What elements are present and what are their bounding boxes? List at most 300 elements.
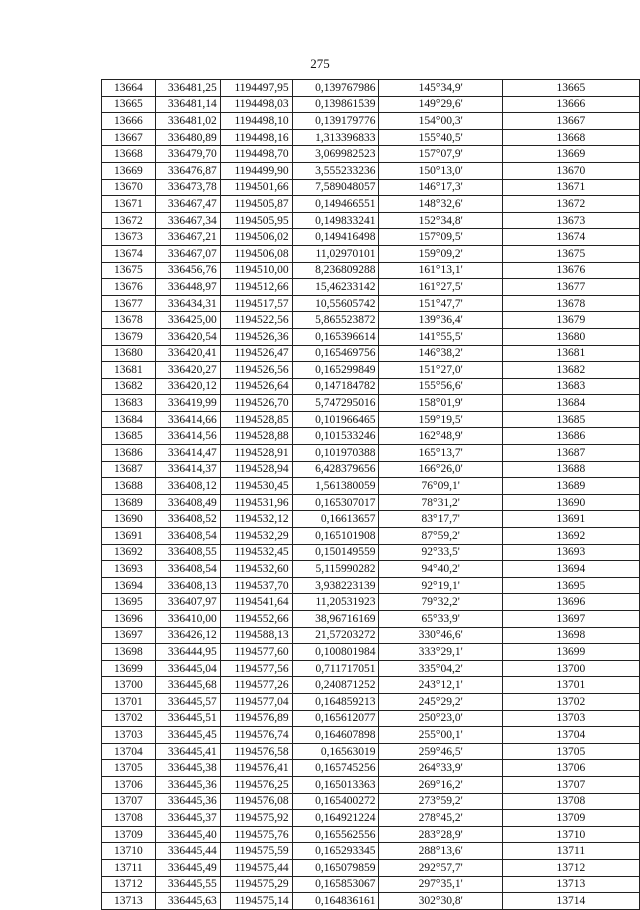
cell-x-coordinate: 336445,40 bbox=[155, 826, 220, 843]
cell-point-to: 13674 bbox=[502, 229, 639, 246]
table-row bbox=[102, 96, 640, 113]
cell-bearing: 333°29,1' bbox=[379, 644, 502, 661]
cell-x-coordinate: 336456,76 bbox=[155, 262, 220, 279]
table-row bbox=[102, 677, 640, 694]
cell-point-to: 13701 bbox=[502, 677, 639, 694]
table-row bbox=[102, 776, 640, 793]
cell-x-coordinate: 336467,07 bbox=[155, 245, 220, 262]
cell-x-coordinate: 336467,34 bbox=[155, 212, 220, 229]
cell-distance: 3,555233236 bbox=[292, 162, 379, 179]
cell-point-to: 13683 bbox=[502, 378, 639, 395]
cell-x-coordinate: 336479,70 bbox=[155, 146, 220, 163]
cell-point-from: 13686 bbox=[102, 445, 156, 462]
cell-point-from: 13675 bbox=[102, 262, 156, 279]
cell-x-coordinate: 336448,97 bbox=[155, 279, 220, 296]
cell-bearing: 149°29,6' bbox=[379, 96, 502, 113]
table-row bbox=[102, 245, 640, 262]
cell-y-coordinate: 1194528,85 bbox=[220, 411, 292, 428]
cell-x-coordinate: 336445,68 bbox=[155, 677, 220, 694]
cell-point-to: 13681 bbox=[502, 345, 639, 362]
cell-x-coordinate: 336445,44 bbox=[155, 843, 220, 860]
cell-point-from: 13694 bbox=[102, 577, 156, 594]
cell-bearing: 162°48,9' bbox=[379, 428, 502, 445]
table-row bbox=[102, 743, 640, 760]
cell-point-from: 13681 bbox=[102, 362, 156, 379]
table-row bbox=[102, 826, 640, 843]
cell-y-coordinate: 1194532,60 bbox=[220, 561, 292, 578]
cell-y-coordinate: 1194575,59 bbox=[220, 843, 292, 860]
cell-point-to: 13706 bbox=[502, 760, 639, 777]
cell-bearing: 158°01,9' bbox=[379, 395, 502, 412]
cell-point-to: 13677 bbox=[502, 279, 639, 296]
cell-distance: 11,20531923 bbox=[292, 594, 379, 611]
table-row bbox=[102, 212, 640, 229]
cell-x-coordinate: 336408,12 bbox=[155, 478, 220, 495]
table-row bbox=[102, 129, 640, 146]
cell-point-to: 13665 bbox=[502, 80, 639, 97]
cell-point-from: 13689 bbox=[102, 494, 156, 511]
cell-y-coordinate: 1194575,92 bbox=[220, 810, 292, 827]
cell-bearing: 152°34,8' bbox=[379, 212, 502, 229]
table-row bbox=[102, 179, 640, 196]
table-row bbox=[102, 611, 640, 628]
cell-point-to: 13694 bbox=[502, 561, 639, 578]
cell-y-coordinate: 1194552,66 bbox=[220, 611, 292, 628]
cell-point-to: 13692 bbox=[502, 528, 639, 545]
cell-y-coordinate: 1194528,91 bbox=[220, 445, 292, 462]
cell-x-coordinate: 336414,56 bbox=[155, 428, 220, 445]
cell-bearing: 148°32,6' bbox=[379, 196, 502, 213]
cell-distance: 0,165299849 bbox=[292, 362, 379, 379]
cell-distance: 0,165013363 bbox=[292, 776, 379, 793]
cell-point-to: 13680 bbox=[502, 328, 639, 345]
cell-y-coordinate: 1194499,90 bbox=[220, 162, 292, 179]
cell-x-coordinate: 336434,31 bbox=[155, 295, 220, 312]
cell-distance: 0,164836161 bbox=[292, 893, 379, 910]
cell-y-coordinate: 1194577,60 bbox=[220, 644, 292, 661]
cell-y-coordinate: 1194505,87 bbox=[220, 196, 292, 213]
page-number: 275 bbox=[310, 56, 330, 71]
cell-point-to: 13671 bbox=[502, 179, 639, 196]
cell-distance: 1,561380059 bbox=[292, 478, 379, 495]
cell-point-from: 13677 bbox=[102, 295, 156, 312]
cell-y-coordinate: 1194522,56 bbox=[220, 312, 292, 329]
cell-point-from: 13712 bbox=[102, 876, 156, 893]
cell-y-coordinate: 1194517,57 bbox=[220, 295, 292, 312]
cell-bearing: 94°40,2' bbox=[379, 561, 502, 578]
cell-y-coordinate: 1194528,88 bbox=[220, 428, 292, 445]
cell-bearing: 161°27,5' bbox=[379, 279, 502, 296]
cell-x-coordinate: 336408,54 bbox=[155, 561, 220, 578]
cell-bearing: 155°40,5' bbox=[379, 129, 502, 146]
cell-distance: 0,165612077 bbox=[292, 710, 379, 727]
cell-bearing: 250°23,0' bbox=[379, 710, 502, 727]
cell-distance: 0,165307017 bbox=[292, 494, 379, 511]
cell-point-from: 13670 bbox=[102, 179, 156, 196]
cell-bearing: 269°16,2' bbox=[379, 776, 502, 793]
cell-y-coordinate: 1194506,08 bbox=[220, 245, 292, 262]
cell-x-coordinate: 336467,21 bbox=[155, 229, 220, 246]
cell-point-from: 13696 bbox=[102, 611, 156, 628]
table-row bbox=[102, 893, 640, 910]
cell-point-to: 13709 bbox=[502, 810, 639, 827]
table-row bbox=[102, 793, 640, 810]
cell-point-from: 13705 bbox=[102, 760, 156, 777]
cell-distance: 1,313396833 bbox=[292, 129, 379, 146]
cell-bearing: 157°09,5' bbox=[379, 229, 502, 246]
cell-distance: 0,100801984 bbox=[292, 644, 379, 661]
cell-x-coordinate: 336408,52 bbox=[155, 511, 220, 528]
table-row bbox=[102, 411, 640, 428]
cell-point-to: 13678 bbox=[502, 295, 639, 312]
cell-x-coordinate: 336476,87 bbox=[155, 162, 220, 179]
cell-point-to: 13713 bbox=[502, 876, 639, 893]
cell-point-to: 13712 bbox=[502, 859, 639, 876]
cell-x-coordinate: 336414,47 bbox=[155, 445, 220, 462]
cell-bearing: 78°31,2' bbox=[379, 494, 502, 511]
cell-y-coordinate: 1194532,29 bbox=[220, 528, 292, 545]
cell-bearing: 87°59,2' bbox=[379, 528, 502, 545]
cell-y-coordinate: 1194532,12 bbox=[220, 511, 292, 528]
cell-x-coordinate: 336445,49 bbox=[155, 859, 220, 876]
cell-distance: 0,711717051 bbox=[292, 660, 379, 677]
cell-bearing: 165°13,7' bbox=[379, 445, 502, 462]
table-row bbox=[102, 494, 640, 511]
cell-distance: 0,165853067 bbox=[292, 876, 379, 893]
cell-distance: 0,165400272 bbox=[292, 793, 379, 810]
cell-point-from: 13665 bbox=[102, 96, 156, 113]
cell-point-to: 13707 bbox=[502, 776, 639, 793]
cell-point-to: 13710 bbox=[502, 826, 639, 843]
cell-distance: 0,101966465 bbox=[292, 411, 379, 428]
table-row bbox=[102, 710, 640, 727]
cell-x-coordinate: 336419,99 bbox=[155, 395, 220, 412]
cell-bearing: 330°46,6' bbox=[379, 627, 502, 644]
cell-y-coordinate: 1194576,89 bbox=[220, 710, 292, 727]
cell-bearing: 139°36,4' bbox=[379, 312, 502, 329]
cell-distance: 3,938223139 bbox=[292, 577, 379, 594]
cell-bearing: 166°26,0' bbox=[379, 461, 502, 478]
cell-x-coordinate: 336420,27 bbox=[155, 362, 220, 379]
cell-point-from: 13713 bbox=[102, 893, 156, 910]
cell-x-coordinate: 336445,38 bbox=[155, 760, 220, 777]
cell-point-to: 13698 bbox=[502, 627, 639, 644]
table-row bbox=[102, 660, 640, 677]
cell-point-to: 13684 bbox=[502, 395, 639, 412]
cell-point-to: 13672 bbox=[502, 196, 639, 213]
cell-bearing: 146°17,3' bbox=[379, 179, 502, 196]
cell-x-coordinate: 336480,89 bbox=[155, 129, 220, 146]
cell-distance: 0,139767986 bbox=[292, 80, 379, 97]
cell-x-coordinate: 336408,54 bbox=[155, 528, 220, 545]
cell-point-from: 13709 bbox=[102, 826, 156, 843]
cell-point-to: 13676 bbox=[502, 262, 639, 279]
cell-x-coordinate: 336445,55 bbox=[155, 876, 220, 893]
cell-point-from: 13667 bbox=[102, 129, 156, 146]
cell-point-from: 13685 bbox=[102, 428, 156, 445]
cell-bearing: 157°07,9' bbox=[379, 146, 502, 163]
cell-bearing: 155°56,6' bbox=[379, 378, 502, 395]
cell-point-from: 13707 bbox=[102, 793, 156, 810]
cell-distance: 7,589048057 bbox=[292, 179, 379, 196]
cell-x-coordinate: 336481,14 bbox=[155, 96, 220, 113]
cell-distance: 0,165396614 bbox=[292, 328, 379, 345]
cell-point-to: 13693 bbox=[502, 544, 639, 561]
cell-bearing: 151°47,7' bbox=[379, 295, 502, 312]
cell-point-from: 13680 bbox=[102, 345, 156, 362]
cell-y-coordinate: 1194588,13 bbox=[220, 627, 292, 644]
cell-point-to: 13696 bbox=[502, 594, 639, 611]
cell-y-coordinate: 1194510,00 bbox=[220, 262, 292, 279]
cell-point-to: 13673 bbox=[502, 212, 639, 229]
cell-x-coordinate: 336445,57 bbox=[155, 693, 220, 710]
cell-x-coordinate: 336481,02 bbox=[155, 113, 220, 130]
cell-distance: 0,165745256 bbox=[292, 760, 379, 777]
cell-y-coordinate: 1194528,94 bbox=[220, 461, 292, 478]
cell-y-coordinate: 1194575,14 bbox=[220, 893, 292, 910]
cell-point-from: 13702 bbox=[102, 710, 156, 727]
cell-bearing: 141°55,5' bbox=[379, 328, 502, 345]
table-row bbox=[102, 528, 640, 545]
table-row bbox=[102, 561, 640, 578]
cell-distance: 21,57203272 bbox=[292, 627, 379, 644]
cell-bearing: 255°00,1' bbox=[379, 727, 502, 744]
cell-point-from: 13697 bbox=[102, 627, 156, 644]
cell-y-coordinate: 1194541,64 bbox=[220, 594, 292, 611]
table-row bbox=[102, 146, 640, 163]
table-row bbox=[102, 511, 640, 528]
cell-distance: 11,02970101 bbox=[292, 245, 379, 262]
cell-distance: 10,55605742 bbox=[292, 295, 379, 312]
cell-point-from: 13664 bbox=[102, 80, 156, 97]
cell-point-to: 13667 bbox=[502, 113, 639, 130]
cell-distance: 0,16613657 bbox=[292, 511, 379, 528]
cell-y-coordinate: 1194506,02 bbox=[220, 229, 292, 246]
cell-bearing: 65°33,9' bbox=[379, 611, 502, 628]
table-row bbox=[102, 644, 640, 661]
cell-x-coordinate: 336410,00 bbox=[155, 611, 220, 628]
cell-point-from: 13704 bbox=[102, 743, 156, 760]
cell-distance: 0,165293345 bbox=[292, 843, 379, 860]
cell-distance: 38,96716169 bbox=[292, 611, 379, 628]
cell-point-from: 13708 bbox=[102, 810, 156, 827]
cell-bearing: 151°27,0' bbox=[379, 362, 502, 379]
cell-distance: 0,16563019 bbox=[292, 743, 379, 760]
cell-bearing: 154°00,3' bbox=[379, 113, 502, 130]
cell-bearing: 264°33,9' bbox=[379, 760, 502, 777]
cell-point-from: 13669 bbox=[102, 162, 156, 179]
table-row bbox=[102, 229, 640, 246]
cell-point-to: 13682 bbox=[502, 362, 639, 379]
table-row bbox=[102, 162, 640, 179]
table-row bbox=[102, 395, 640, 412]
cell-point-to: 13699 bbox=[502, 644, 639, 661]
cell-point-to: 13666 bbox=[502, 96, 639, 113]
cell-y-coordinate: 1194497,95 bbox=[220, 80, 292, 97]
cell-x-coordinate: 336445,36 bbox=[155, 793, 220, 810]
cell-y-coordinate: 1194576,41 bbox=[220, 760, 292, 777]
cell-point-to: 13708 bbox=[502, 793, 639, 810]
table-row bbox=[102, 627, 640, 644]
cell-y-coordinate: 1194526,36 bbox=[220, 328, 292, 345]
cell-bearing: 150°13,0' bbox=[379, 162, 502, 179]
cell-distance: 0,149833241 bbox=[292, 212, 379, 229]
table-row bbox=[102, 461, 640, 478]
cell-x-coordinate: 336473,78 bbox=[155, 179, 220, 196]
cell-point-from: 13687 bbox=[102, 461, 156, 478]
cell-point-from: 13684 bbox=[102, 411, 156, 428]
cell-y-coordinate: 1194530,45 bbox=[220, 478, 292, 495]
cell-bearing: 159°19,5' bbox=[379, 411, 502, 428]
cell-distance: 0,150149559 bbox=[292, 544, 379, 561]
cell-bearing: 92°19,1' bbox=[379, 577, 502, 594]
cell-bearing: 83°17,7' bbox=[379, 511, 502, 528]
cell-point-from: 13674 bbox=[102, 245, 156, 262]
cell-distance: 8,236809288 bbox=[292, 262, 379, 279]
cell-point-from: 13676 bbox=[102, 279, 156, 296]
table-row bbox=[102, 312, 640, 329]
table-row bbox=[102, 760, 640, 777]
table-row bbox=[102, 428, 640, 445]
table-row bbox=[102, 196, 640, 213]
cell-bearing: 145°34,9' bbox=[379, 80, 502, 97]
table-row bbox=[102, 295, 640, 312]
cell-point-from: 13698 bbox=[102, 644, 156, 661]
cell-y-coordinate: 1194498,16 bbox=[220, 129, 292, 146]
table-row bbox=[102, 478, 640, 495]
cell-point-to: 13688 bbox=[502, 461, 639, 478]
cell-y-coordinate: 1194526,64 bbox=[220, 378, 292, 395]
cell-y-coordinate: 1194576,25 bbox=[220, 776, 292, 793]
cell-distance: 5,747295016 bbox=[292, 395, 379, 412]
cell-y-coordinate: 1194531,96 bbox=[220, 494, 292, 511]
table-row bbox=[102, 876, 640, 893]
cell-x-coordinate: 336445,51 bbox=[155, 710, 220, 727]
cell-distance: 0,101533246 bbox=[292, 428, 379, 445]
cell-distance: 0,101970388 bbox=[292, 445, 379, 462]
cell-distance: 0,149466551 bbox=[292, 196, 379, 213]
cell-y-coordinate: 1194575,44 bbox=[220, 859, 292, 876]
cell-x-coordinate: 336408,55 bbox=[155, 544, 220, 561]
cell-y-coordinate: 1194526,56 bbox=[220, 362, 292, 379]
cell-x-coordinate: 336445,45 bbox=[155, 727, 220, 744]
cell-distance: 0,164607898 bbox=[292, 727, 379, 744]
cell-x-coordinate: 336420,54 bbox=[155, 328, 220, 345]
boundary-coordinates-table bbox=[101, 79, 640, 910]
cell-point-from: 13710 bbox=[102, 843, 156, 860]
cell-y-coordinate: 1194575,29 bbox=[220, 876, 292, 893]
table-row bbox=[102, 279, 640, 296]
cell-distance: 6,428379656 bbox=[292, 461, 379, 478]
cell-y-coordinate: 1194532,45 bbox=[220, 544, 292, 561]
cell-y-coordinate: 1194501,66 bbox=[220, 179, 292, 196]
cell-point-from: 13683 bbox=[102, 395, 156, 412]
cell-distance: 0,149416498 bbox=[292, 229, 379, 246]
cell-x-coordinate: 336481,25 bbox=[155, 80, 220, 97]
cell-bearing: 243°12,1' bbox=[379, 677, 502, 694]
table-row bbox=[102, 445, 640, 462]
cell-point-from: 13706 bbox=[102, 776, 156, 793]
table-row bbox=[102, 80, 640, 97]
cell-distance: 0,240871252 bbox=[292, 677, 379, 694]
cell-point-from: 13690 bbox=[102, 511, 156, 528]
cell-point-to: 13675 bbox=[502, 245, 639, 262]
cell-y-coordinate: 1194576,58 bbox=[220, 743, 292, 760]
cell-bearing: 245°29,2' bbox=[379, 693, 502, 710]
cell-x-coordinate: 336420,12 bbox=[155, 378, 220, 395]
cell-point-from: 13678 bbox=[102, 312, 156, 329]
cell-y-coordinate: 1194537,70 bbox=[220, 577, 292, 594]
table-row bbox=[102, 693, 640, 710]
cell-bearing: 259°46,5' bbox=[379, 743, 502, 760]
cell-point-from: 13688 bbox=[102, 478, 156, 495]
cell-distance: 0,165469756 bbox=[292, 345, 379, 362]
table-row bbox=[102, 328, 640, 345]
cell-point-from: 13695 bbox=[102, 594, 156, 611]
cell-point-from: 13711 bbox=[102, 859, 156, 876]
cell-point-to: 13703 bbox=[502, 710, 639, 727]
table-row bbox=[102, 378, 640, 395]
cell-bearing: 161°13,1' bbox=[379, 262, 502, 279]
cell-distance: 0,164859213 bbox=[292, 693, 379, 710]
cell-point-from: 13703 bbox=[102, 727, 156, 744]
cell-x-coordinate: 336445,41 bbox=[155, 743, 220, 760]
cell-x-coordinate: 336420,41 bbox=[155, 345, 220, 362]
cell-bearing: 92°33,5' bbox=[379, 544, 502, 561]
cell-y-coordinate: 1194575,76 bbox=[220, 826, 292, 843]
cell-x-coordinate: 336425,00 bbox=[155, 312, 220, 329]
cell-distance: 5,115990282 bbox=[292, 561, 379, 578]
table-row bbox=[102, 113, 640, 130]
cell-distance: 15,46233142 bbox=[292, 279, 379, 296]
cell-point-to: 13670 bbox=[502, 162, 639, 179]
cell-point-to: 13714 bbox=[502, 893, 639, 910]
cell-x-coordinate: 336445,37 bbox=[155, 810, 220, 827]
cell-point-to: 13702 bbox=[502, 693, 639, 710]
cell-point-to: 13686 bbox=[502, 428, 639, 445]
cell-distance: 0,165562556 bbox=[292, 826, 379, 843]
cell-distance: 3,069982523 bbox=[292, 146, 379, 163]
cell-point-from: 13673 bbox=[102, 229, 156, 246]
cell-x-coordinate: 336407,97 bbox=[155, 594, 220, 611]
cell-x-coordinate: 336408,13 bbox=[155, 577, 220, 594]
cell-distance: 0,147184782 bbox=[292, 378, 379, 395]
cell-distance: 0,165101908 bbox=[292, 528, 379, 545]
cell-y-coordinate: 1194505,95 bbox=[220, 212, 292, 229]
cell-x-coordinate: 336467,47 bbox=[155, 196, 220, 213]
cell-point-to: 13687 bbox=[502, 445, 639, 462]
cell-distance: 0,164921224 bbox=[292, 810, 379, 827]
cell-bearing: 79°32,2' bbox=[379, 594, 502, 611]
cell-point-from: 13700 bbox=[102, 677, 156, 694]
cell-y-coordinate: 1194526,47 bbox=[220, 345, 292, 362]
cell-point-to: 13711 bbox=[502, 843, 639, 860]
cell-bearing: 297°35,1' bbox=[379, 876, 502, 893]
cell-point-from: 13672 bbox=[102, 212, 156, 229]
cell-bearing: 76°09,1' bbox=[379, 478, 502, 495]
cell-y-coordinate: 1194577,04 bbox=[220, 693, 292, 710]
table-body bbox=[102, 80, 640, 910]
cell-point-from: 13666 bbox=[102, 113, 156, 130]
cell-y-coordinate: 1194576,74 bbox=[220, 727, 292, 744]
cell-point-to: 13689 bbox=[502, 478, 639, 495]
cell-point-to: 13705 bbox=[502, 743, 639, 760]
cell-bearing: 283°28,9' bbox=[379, 826, 502, 843]
cell-y-coordinate: 1194512,66 bbox=[220, 279, 292, 296]
cell-point-from: 13693 bbox=[102, 561, 156, 578]
table-row bbox=[102, 262, 640, 279]
cell-point-to: 13679 bbox=[502, 312, 639, 329]
